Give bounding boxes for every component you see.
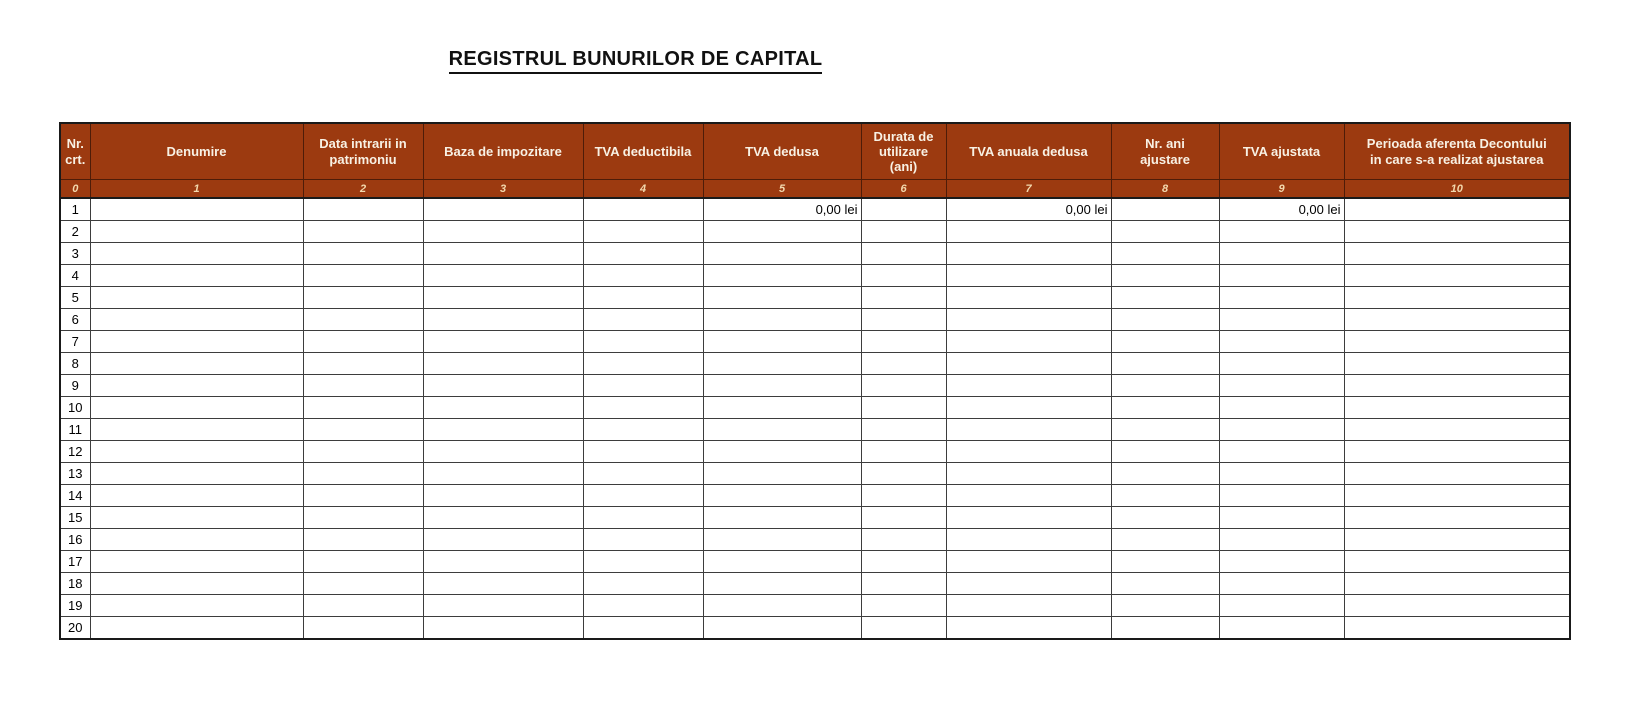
table-row	[60, 309, 1570, 331]
table-row	[60, 243, 1570, 265]
table-cell	[423, 507, 583, 529]
table-cell	[90, 529, 303, 551]
table-cell	[703, 595, 861, 617]
table-cell	[423, 419, 583, 441]
table-cell	[1344, 573, 1570, 595]
table-cell	[90, 265, 303, 287]
table-cell	[1344, 243, 1570, 265]
table-cell	[1219, 353, 1344, 375]
table-cell	[583, 507, 703, 529]
column-header-tva-anuala-dedusa: TVA anuala dedusa	[946, 123, 1111, 180]
table-cell	[1219, 243, 1344, 265]
table-cell	[1111, 441, 1219, 463]
table-cell	[90, 243, 303, 265]
table-cell	[90, 617, 303, 640]
row-number: 14	[60, 485, 90, 507]
table-cell	[703, 441, 861, 463]
table-cell	[1344, 551, 1570, 573]
table-cell	[303, 198, 423, 221]
table-cell	[423, 287, 583, 309]
column-index-4: 4	[583, 180, 703, 199]
table-cell	[303, 485, 423, 507]
column-header-data-intrarii: Data intrarii in patrimoniu	[303, 123, 423, 180]
table-cell	[946, 463, 1111, 485]
table-cell	[303, 595, 423, 617]
table-cell	[90, 595, 303, 617]
table-cell	[1219, 375, 1344, 397]
table-cell	[423, 198, 583, 221]
table-cell	[1111, 265, 1219, 287]
table-cell	[583, 551, 703, 573]
row-number: 5	[60, 287, 90, 309]
table-cell	[303, 441, 423, 463]
table-cell	[1219, 551, 1344, 573]
table-cell	[946, 265, 1111, 287]
table-cell	[583, 485, 703, 507]
table-row	[60, 221, 1570, 243]
table-row	[60, 573, 1570, 595]
column-index-5: 5	[703, 180, 861, 199]
table-cell	[1344, 221, 1570, 243]
table-cell	[303, 463, 423, 485]
table-cell	[703, 397, 861, 419]
table-cell	[583, 463, 703, 485]
table-cell	[1344, 309, 1570, 331]
row-number: 19	[60, 595, 90, 617]
table-cell	[946, 441, 1111, 463]
row-number: 15	[60, 507, 90, 529]
table-cell	[946, 331, 1111, 353]
table-row	[60, 265, 1570, 287]
table-cell	[861, 529, 946, 551]
table-cell	[303, 507, 423, 529]
table-cell	[90, 221, 303, 243]
table-cell	[861, 507, 946, 529]
table-cell	[303, 375, 423, 397]
table-cell	[1344, 419, 1570, 441]
column-header-denumire: Denumire	[90, 123, 303, 180]
table-row	[60, 507, 1570, 529]
table-cell	[1344, 287, 1570, 309]
table-cell	[1219, 419, 1344, 441]
table-cell	[90, 397, 303, 419]
table-cell	[1219, 573, 1344, 595]
row-number: 17	[60, 551, 90, 573]
row-number: 8	[60, 353, 90, 375]
row-number: 9	[60, 375, 90, 397]
row-number: 2	[60, 221, 90, 243]
table-cell	[303, 397, 423, 419]
table-cell	[861, 573, 946, 595]
table-cell	[583, 529, 703, 551]
table-cell	[1111, 309, 1219, 331]
row-number: 16	[60, 529, 90, 551]
table-cell	[1219, 485, 1344, 507]
table-cell	[90, 198, 303, 221]
table-cell	[303, 551, 423, 573]
table-cell	[583, 198, 703, 221]
table-cell	[583, 243, 703, 265]
column-header-baza-impozitare: Baza de impozitare	[423, 123, 583, 180]
column-index-3: 3	[423, 180, 583, 199]
table-cell	[583, 419, 703, 441]
table-cell	[423, 331, 583, 353]
row-number: 3	[60, 243, 90, 265]
table-cell	[703, 485, 861, 507]
document-title	[0, 48, 1271, 74]
table-row	[60, 529, 1570, 551]
table-cell	[703, 617, 861, 640]
table-cell	[1219, 309, 1344, 331]
table-cell	[1344, 265, 1570, 287]
column-index-8: 8	[1111, 180, 1219, 199]
table-cell	[303, 287, 423, 309]
table-cell	[423, 397, 583, 419]
table-cell	[946, 485, 1111, 507]
table-cell	[90, 287, 303, 309]
table-cell	[861, 331, 946, 353]
table-cell	[861, 485, 946, 507]
table-body	[60, 198, 1570, 639]
table-cell	[303, 309, 423, 331]
table-cell	[583, 573, 703, 595]
table-cell	[703, 265, 861, 287]
table-cell	[1111, 485, 1219, 507]
document-title-text: REGISTRUL BUNURILOR DE CAPITAL	[449, 48, 823, 74]
table-cell	[946, 243, 1111, 265]
table-cell	[1219, 595, 1344, 617]
table-cell	[1219, 463, 1344, 485]
table-cell	[1111, 221, 1219, 243]
column-header-nr-crt: Nr. crt.	[60, 123, 90, 180]
table-row	[60, 485, 1570, 507]
table-cell	[423, 529, 583, 551]
column-index-1: 1	[90, 180, 303, 199]
table-cell	[861, 375, 946, 397]
table-cell	[703, 419, 861, 441]
table-cell	[1111, 375, 1219, 397]
table-cell	[583, 331, 703, 353]
header-row	[60, 123, 1570, 180]
table-cell	[703, 331, 861, 353]
table-row	[60, 463, 1570, 485]
table-row	[60, 198, 1570, 221]
table-cell	[583, 353, 703, 375]
table-cell	[946, 529, 1111, 551]
table-cell	[946, 397, 1111, 419]
column-header-perioada-decont: Perioada aferenta Decontului in care s-a realizat ajustarea	[1344, 123, 1570, 180]
table-cell	[1344, 507, 1570, 529]
table-cell	[423, 595, 583, 617]
table-cell	[861, 243, 946, 265]
table-cell	[1111, 595, 1219, 617]
table-cell	[1344, 595, 1570, 617]
table-cell	[90, 375, 303, 397]
table-cell	[1111, 551, 1219, 573]
table-cell	[946, 573, 1111, 595]
table-cell	[946, 221, 1111, 243]
table-cell	[946, 507, 1111, 529]
table-cell	[583, 441, 703, 463]
table-cell	[583, 221, 703, 243]
table-cell: 0,00 lei	[703, 198, 861, 221]
table-cell	[90, 463, 303, 485]
table-cell	[861, 595, 946, 617]
table-cell	[703, 243, 861, 265]
table-row	[60, 287, 1570, 309]
table-cell	[423, 353, 583, 375]
table-cell	[1219, 529, 1344, 551]
table-cell	[861, 198, 946, 221]
table-row	[60, 331, 1570, 353]
table-cell	[1344, 617, 1570, 640]
row-number: 1	[60, 198, 90, 221]
table-cell	[703, 309, 861, 331]
table-row	[60, 617, 1570, 640]
table-cell	[90, 573, 303, 595]
table-cell	[1344, 485, 1570, 507]
table-cell	[1344, 198, 1570, 221]
table-cell: 0,00 lei	[1219, 198, 1344, 221]
table-cell	[861, 309, 946, 331]
table-cell	[423, 221, 583, 243]
row-number: 18	[60, 573, 90, 595]
table-cell	[946, 617, 1111, 640]
table-cell	[703, 353, 861, 375]
column-header-tva-deductibila: TVA deductibila	[583, 123, 703, 180]
table-cell	[1219, 265, 1344, 287]
table-cell	[861, 397, 946, 419]
table-cell	[1111, 573, 1219, 595]
table-cell	[583, 375, 703, 397]
column-index-2: 2	[303, 180, 423, 199]
table-cell	[583, 397, 703, 419]
table-cell	[703, 529, 861, 551]
table-cell	[1111, 397, 1219, 419]
table-cell	[583, 617, 703, 640]
column-index-7: 7	[946, 180, 1111, 199]
table-cell	[423, 573, 583, 595]
table-cell	[1219, 287, 1344, 309]
table-cell	[423, 441, 583, 463]
table-cell	[861, 287, 946, 309]
table-cell	[1219, 441, 1344, 463]
table-cell	[303, 331, 423, 353]
column-index-6: 6	[861, 180, 946, 199]
table-cell	[303, 221, 423, 243]
table-cell	[1344, 397, 1570, 419]
table-cell	[1111, 287, 1219, 309]
table-row	[60, 441, 1570, 463]
table-cell	[861, 419, 946, 441]
row-number: 12	[60, 441, 90, 463]
column-index-row	[60, 180, 1570, 199]
table-cell	[1111, 507, 1219, 529]
table-cell	[303, 419, 423, 441]
table-cell	[703, 507, 861, 529]
table-cell	[303, 243, 423, 265]
table-cell	[861, 353, 946, 375]
table-cell	[1111, 353, 1219, 375]
table-cell	[583, 287, 703, 309]
table-cell	[861, 551, 946, 573]
table-cell	[1344, 353, 1570, 375]
table-cell	[1111, 419, 1219, 441]
column-header-nr-ani-ajustare: Nr. ani ajustare	[1111, 123, 1219, 180]
table-cell	[423, 243, 583, 265]
table-cell	[946, 353, 1111, 375]
table-cell	[1111, 463, 1219, 485]
table-cell	[90, 551, 303, 573]
table-cell	[423, 617, 583, 640]
column-header-tva-ajustata: TVA ajustata	[1219, 123, 1344, 180]
table-cell	[423, 265, 583, 287]
table-cell	[1344, 441, 1570, 463]
table-cell	[423, 309, 583, 331]
table-cell	[703, 463, 861, 485]
table-cell	[90, 485, 303, 507]
table-cell	[1111, 331, 1219, 353]
capital-goods-register-table	[59, 122, 1571, 640]
table-row	[60, 595, 1570, 617]
table-cell	[303, 265, 423, 287]
table-cell	[1344, 331, 1570, 353]
table-cell	[1219, 397, 1344, 419]
table-cell	[1344, 375, 1570, 397]
table-cell	[861, 441, 946, 463]
table-cell	[583, 595, 703, 617]
table-cell: 0,00 lei	[946, 198, 1111, 221]
table-cell	[583, 265, 703, 287]
table-cell	[703, 375, 861, 397]
table-cell	[90, 507, 303, 529]
table-cell	[90, 309, 303, 331]
table-cell	[1344, 529, 1570, 551]
column-index-10: 10	[1344, 180, 1570, 199]
table-cell	[946, 375, 1111, 397]
column-index-0: 0	[60, 180, 90, 199]
row-number: 13	[60, 463, 90, 485]
table-cell	[423, 375, 583, 397]
table-cell	[90, 353, 303, 375]
column-header-durata-utilizare: Durata de utilizare (ani)	[861, 123, 946, 180]
table-cell	[583, 309, 703, 331]
table-cell	[90, 441, 303, 463]
table-cell	[1219, 507, 1344, 529]
row-number: 20	[60, 617, 90, 640]
table-cell	[703, 287, 861, 309]
table-cell	[946, 551, 1111, 573]
table-cell	[861, 265, 946, 287]
table-cell	[1344, 463, 1570, 485]
table-row	[60, 397, 1570, 419]
table-cell	[861, 221, 946, 243]
row-number: 11	[60, 419, 90, 441]
table-cell	[703, 221, 861, 243]
table-cell	[946, 287, 1111, 309]
table-cell	[1111, 617, 1219, 640]
table-row	[60, 419, 1570, 441]
table-cell	[1219, 221, 1344, 243]
table-cell	[1111, 198, 1219, 221]
table-cell	[1111, 243, 1219, 265]
column-index-9: 9	[1219, 180, 1344, 199]
table-cell	[303, 353, 423, 375]
row-number: 4	[60, 265, 90, 287]
column-header-tva-dedusa: TVA dedusa	[703, 123, 861, 180]
table-cell	[90, 419, 303, 441]
table-cell	[703, 573, 861, 595]
table-cell	[423, 551, 583, 573]
row-number: 10	[60, 397, 90, 419]
table-cell	[1219, 331, 1344, 353]
row-number: 7	[60, 331, 90, 353]
table-cell	[946, 309, 1111, 331]
table-cell	[861, 463, 946, 485]
table-cell	[303, 573, 423, 595]
table-cell	[303, 617, 423, 640]
table-cell	[1219, 617, 1344, 640]
row-number: 6	[60, 309, 90, 331]
table-row	[60, 551, 1570, 573]
table-row	[60, 353, 1570, 375]
table-cell	[703, 551, 861, 573]
table-cell	[423, 463, 583, 485]
table-row	[60, 375, 1570, 397]
table-cell	[861, 617, 946, 640]
table-cell	[423, 485, 583, 507]
table-cell	[1111, 529, 1219, 551]
table-cell	[303, 529, 423, 551]
table-cell	[946, 595, 1111, 617]
table-cell	[946, 419, 1111, 441]
table-cell	[90, 331, 303, 353]
